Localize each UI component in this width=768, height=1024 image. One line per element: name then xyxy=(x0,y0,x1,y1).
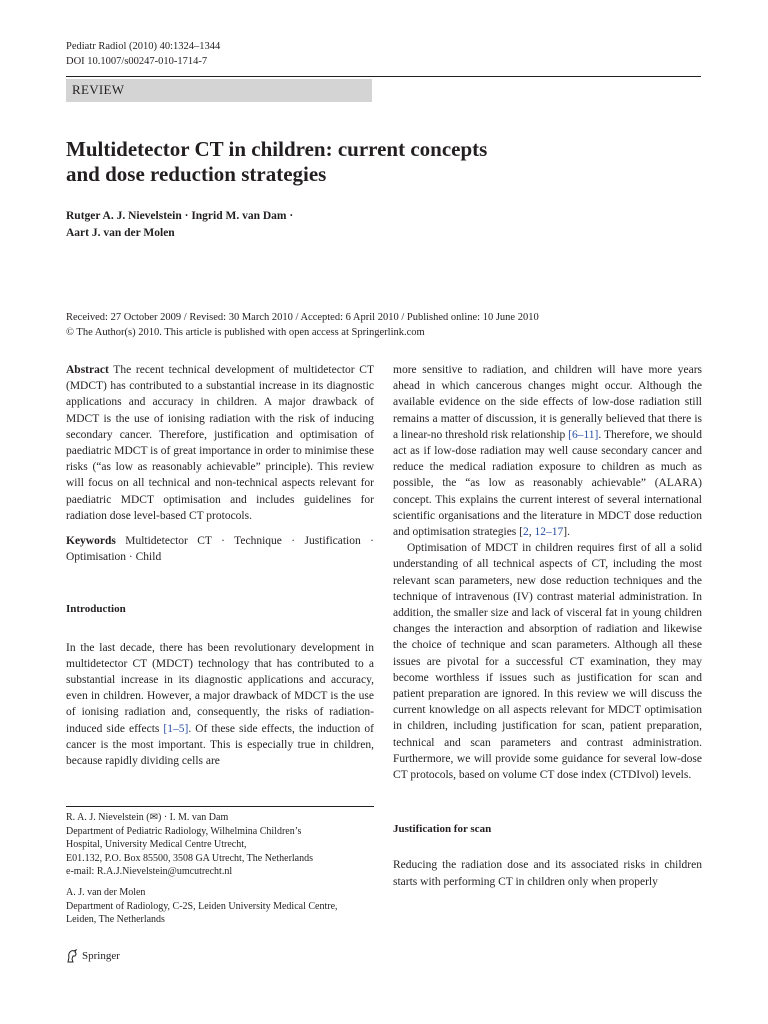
affiliation-block-2 xyxy=(66,886,374,927)
affiliation-author-2: A. J. van der Molen xyxy=(66,887,146,898)
citation-link[interactable]: 2 xyxy=(523,526,529,539)
justification-paragraph: Reducing the radiation dose and its associated risks in children starts with performing CT in children only when properly xyxy=(393,859,702,888)
journal-citation: Pediatr Radiol (2010) 40:1324–1344 xyxy=(66,41,221,52)
p1-text-d: ]. xyxy=(563,526,570,539)
p1-text-b: . Therefore, we should act as if low-dose radiation may well cause secondary cancer and reduce the medical radiation exposure to children as much as possible, the “as low as reasonably achievable” (ALARA) concept. This explains the current interest of several international scientific organisations and the literature in MDCT dose reduction and optimisation strategies [ xyxy=(393,428,702,539)
affiliation-dept-2: Department of Radiology, C-2S, Leiden University Medical Centre, xyxy=(66,900,338,912)
optimisation-paragraph: Optimisation of MDCT in children requires first of all a solid understanding of all technical aspects of CT, including the most relevant scan parameters, new dose reduction techniques and the technique of intravenous (IV) contrast material administration. In addition, the smaller size and lack of visceral fat in young children changes the interaction and absorption of radiation and likewise the choice of technique and scan parameters. Although all these issues are pivotal for a successful CT examination, they may become worthless if issues such as justification for scan and patient preparation are ignored. In this review we will discuss the current knowledge on all aspects relevant for MDCT optimisation in children, including justification for scan, patient preparation, technical and scan parameters and contrast administration. Furthermore, we will provide some guidance for several low-dose CT protocols, based on volume CT dose index (CTDIvol) levels. xyxy=(393,542,702,782)
keywords-label: Keywords xyxy=(66,535,116,548)
p1-text-a: more sensitive to radiation, and children will have more years ahead in which cancerous changes might occur. Although the available evidence on the side effects of low-dose radiation still remains a matter of discussion, it is generally believed that there is a linear-no threshold risk relationship xyxy=(393,364,702,441)
author-list xyxy=(66,208,293,242)
authors-line-1: Rutger A. J. Nievelstein · Ingrid M. van Dam · xyxy=(66,210,294,222)
left-column xyxy=(66,362,374,769)
affiliation-address: E01.132, P.O. Box 85500, 3508 GA Utrecht, The Netherlands xyxy=(66,852,314,864)
citation-link[interactable]: 12–17 xyxy=(534,526,564,539)
authors-line-2: Aart J. van der Molen xyxy=(66,227,175,239)
title-line-1: Multidetector CT in children: current concepts xyxy=(66,137,488,161)
section-type-banner xyxy=(66,79,372,102)
citation-link[interactable]: [1–5] xyxy=(163,722,189,735)
abstract-text: The recent technical development of multidetector CT (MDCT) has contributed to a substantial increase in its diagnostic applications and accuracy in children. A major drawback of MDCT is the use of ionising radiation with the risk of inducing secondary cancer. Therefore, justification and optimisation of paediatric MDCT is of great importance in order to minimise these risks (“as low as reasonably achievable” principle). This review will focus on all technical and non-technical aspects relevant for paediatric MDCT optimisation and includes guidelines for radiation dose level-based CT protocols. xyxy=(66,364,374,522)
publication-history xyxy=(66,310,539,340)
intro-continuation-paragraph xyxy=(393,362,702,540)
affiliation-block-1 xyxy=(66,811,374,879)
keywords-text: Multidetector CT · Technique · Justification · Optimisation · Child xyxy=(66,535,374,564)
publisher-name: Springer xyxy=(82,950,120,962)
right-column xyxy=(393,362,702,890)
article-title xyxy=(66,137,626,187)
abstract-label: Abstract xyxy=(66,364,109,376)
affiliation-hospital: Hospital, University Medical Centre Utrecht, xyxy=(66,839,247,850)
title-line-2: and dose reduction strategies xyxy=(66,162,327,186)
citation-link[interactable]: [6–11] xyxy=(568,428,599,441)
p1-text-c: , xyxy=(528,526,535,539)
publisher-logo xyxy=(66,949,120,963)
justification-heading: Justification for scan xyxy=(393,823,492,836)
doi[interactable]: DOI 10.1007/s00247-010-1714-7 xyxy=(66,56,208,67)
affiliation-email[interactable]: e-mail: R.A.J.Nievelstein@umcutrecht.nl xyxy=(66,866,233,877)
dates-line: Received: 27 October 2009 / Revised: 30 March 2010 / Accepted: 6 April 2010 / Published online: 10 June 2010 xyxy=(66,312,539,323)
header-rule xyxy=(66,76,701,77)
springer-horse-icon xyxy=(66,949,78,963)
section-type-label: REVIEW xyxy=(72,82,125,97)
introduction-heading: Introduction xyxy=(66,603,126,616)
keywords-paragraph xyxy=(66,533,374,565)
abstract-paragraph xyxy=(66,362,374,524)
introduction-paragraph xyxy=(66,640,374,770)
affiliation-city-2: Leiden, The Netherlands xyxy=(66,914,165,925)
intro-text-a: In the last decade, there has been revolutionary development in multidetector CT (MDCT) technology that has contributed to a substantial increase in its diagnostic applications and accuracy, even in children. However, a major drawback of MDCT is the use of ionising radiation and, consequently, the risks of radiation-induced side effects xyxy=(66,641,374,735)
open-access-line: © The Author(s) 2010. This article is published with open access at Springerlink.com xyxy=(66,327,425,338)
affiliation-dept: Department of Pediatric Radiology, Wilhelmina Children’s xyxy=(66,825,302,837)
footnote-rule xyxy=(66,806,374,807)
affiliation-authors: R. A. J. Nievelstein (✉) · I. M. van Dam xyxy=(66,812,229,823)
intro-text-b: . Of these side effects, the induction of cancer is the most important. This is especially true in children, because rapidly dividing cells are xyxy=(66,722,374,768)
